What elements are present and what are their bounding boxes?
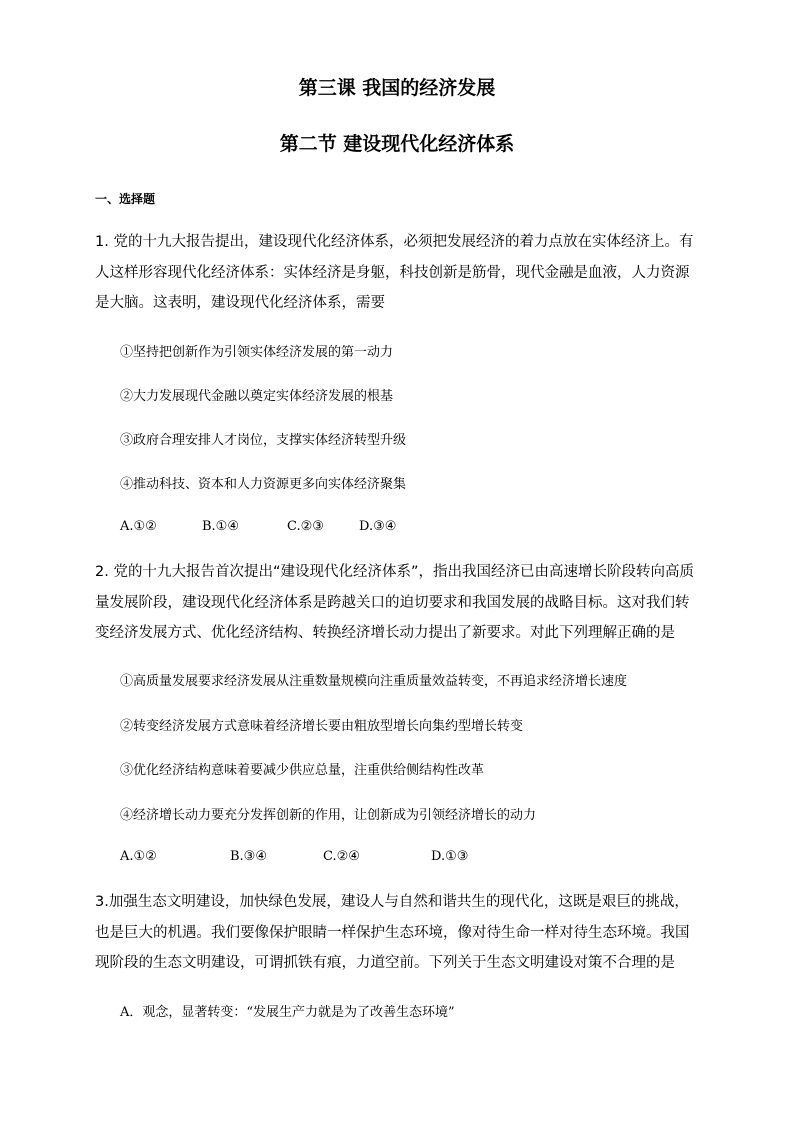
question-1-choice-b: B.①④ <box>202 519 239 534</box>
question-1-statement-2: ②大力发展现代金融以奠定实体经济发展的根基 <box>120 389 394 404</box>
question-1-stem: 1. 党的十九大报告提出，建设现代化经济体系，必须把发展经济的着力点放在实体经济上。有人这样形容现代化经济体系：实体经济是身躯，科技创新是筋骨，现代金融是血液，人力资源是大脑。这表明，建设现代化经济体系，需要 <box>95 234 694 311</box>
question-1-choice-a: A.①② <box>120 519 157 534</box>
question-2-statement-3: ③优化经济结构意味着要减少供应总量，注重供给侧结构性改革 <box>120 763 485 778</box>
question-1-statement-3: ③政府合理安排人才岗位，支撑实体经济转型升级 <box>120 433 407 448</box>
question-2-choice-b: B.③④ <box>230 849 267 864</box>
document-title: 第三课 我国的经济发展 <box>298 77 496 99</box>
question-2-statement-1: ①高质量发展要求经济发展从注重数量规模向注重质量效益转变，不再追求经济增长速度 <box>120 674 628 689</box>
question-2-choice-a: A.①② <box>120 849 157 864</box>
question-1-statement-1: ①坚持把创新作为引领实体经济发展的第一动力 <box>120 345 394 360</box>
question-1-choice-d: D.③④ <box>359 519 397 534</box>
question-1-choice-c: C.②③ <box>287 519 324 534</box>
section-heading: 一、选择题 <box>95 192 156 206</box>
question-1-statement-4: ④推动科技、资本和人力资源更多向实体经济聚集 <box>120 477 407 492</box>
question-2-choice-c: C.②④ <box>323 849 360 864</box>
document-subtitle: 第二节 建设现代化经济体系 <box>279 133 515 155</box>
question-2-choice-d: D.①③ <box>431 849 469 864</box>
question-3-stem: 3.加强生态文明建设，加快绿色发展，建设人与自然和谐共生的现代化，这既是艰巨的挑战，也是巨大的机遇。我们要像保护眼睛一样保护生态环境，像对待生命一样对待生态环境。我国现阶段的生态文明建设，可谓抓铁有痕，力道空前。下列关于生态文明建设对策不合理的是 <box>95 894 690 971</box>
question-2-stem: 2. 党的十九大报告首次提出“建设现代化经济体系”，指出我国经济已由高速增长阶段转向高质量发展阶段，建设现代化经济体系是跨越关口的迫切要求和我国发展的战略目标。这对我们转变经济发展方式、优化经济结构、转换经济增长动力提出了新要求。对此下列理解正确的是 <box>95 564 694 641</box>
question-2-statement-4: ④经济增长动力要充分发挥创新的作用，让创新成为引领经济增长的动力 <box>120 808 537 823</box>
question-3-option-a: A．观念，显著转变：“发展生产力就是为了改善生态环境” <box>120 1005 455 1020</box>
question-2-statement-2: ②转变经济发展方式意味着经济增长要由粗放型增长向集约型增长转变 <box>120 719 524 734</box>
